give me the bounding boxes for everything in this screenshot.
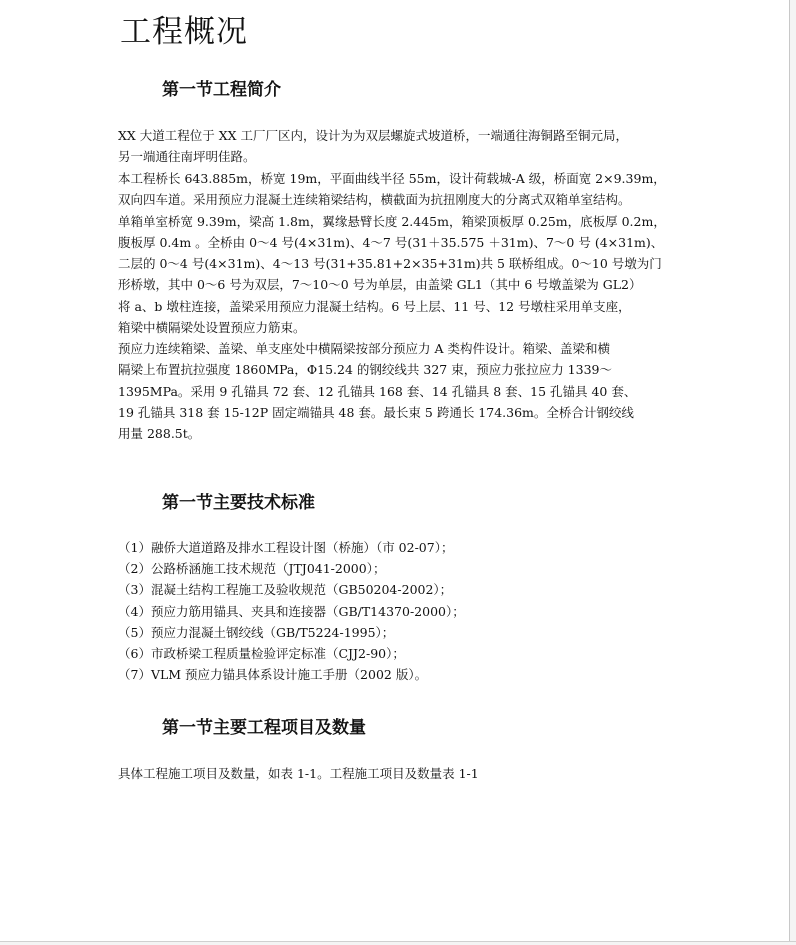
text-line: 腹板厚 0.4m 。全桥由 0～4 号(4×31m)、4～7 号(31＋35.575 ＋31m)、7～0 号 (4×31m)、 <box>118 234 664 250</box>
list-item: （4）预应力筋用锚具、夹具和连接器（GB/T14370-2000）； <box>118 603 465 619</box>
page-right-edge <box>789 0 796 945</box>
intro-paragraph-1 <box>118 125 676 168</box>
text-line: 具体工程施工项目及数量，如表 1-1。工程施工项目及数量表 1-1 <box>118 766 479 781</box>
text-line: 本工程桥长 643.885m，桥宽 19m，平面曲线半径 55m，设计荷载城-A 级，桥面宽 2×9.39m， <box>118 171 666 186</box>
document-title: 工程概况 <box>120 14 248 50</box>
text-line: XX 大道工程位于 XX 工厂厂区内，设计为为双层螺旋式坡道桥，一端通往海铜路至铜元局， <box>118 128 629 143</box>
text-line: 形桥墩，其中 0～6 号为双层，7～10～0 号为单层，由盖梁 GL1（其中 6 号墩盖梁为 GL2） <box>118 277 642 293</box>
quantities-paragraph <box>118 763 676 784</box>
text-line: 将 a、b 墩柱连接，盖梁采用预应力混凝土结构。6 号上层、11 号、12 号墩柱采用单支座， <box>118 298 631 314</box>
text-line: 箱梁中横隔梁处设置预应力筋束。 <box>118 320 306 336</box>
text-line: 二层的 0～4 号(4×31m)、4～13 号(31+35.81+2×35+31m)共 5 联桥组成。0～10 号墩为门 <box>118 256 662 272</box>
intro-paragraph-3 <box>118 338 676 444</box>
text-line: 预应力连续箱梁、盖梁、单支座处中横隔梁按部分预应力 A 类构件设计。箱梁、盖梁和横 <box>118 341 610 356</box>
text-line: 单箱单室桥宽 9.39m，梁高 1.8m，翼缘悬臂长度 2.445m，箱梁顶板厚 0.25m，底板厚 0.2m， <box>118 213 666 229</box>
text-line: 用量 288.5t。 <box>118 426 201 442</box>
list-item: （5）预应力混凝土钢绞线（GB/T5224-1995）； <box>118 624 395 640</box>
page-bottom-edge <box>0 941 796 945</box>
section-heading-intro: 第一节工程简介 <box>162 80 281 100</box>
list-item: （3）混凝土结构工程施工及验收规范（GB50204-2002）； <box>118 582 453 598</box>
section-heading-standards: 第一节主要技术标准 <box>162 493 315 513</box>
list-item: （2）公路桥涵施工技术规范（JTJ041-2000）； <box>118 561 386 577</box>
section-heading-quantities: 第一节主要工程项目及数量 <box>162 718 366 738</box>
list-item: （1）融侨大道道路及排水工程设计图（桥施）（市 02-07）； <box>118 540 454 555</box>
text-line: 19 孔锚具 318 套 15-12P 固定端锚具 48 套。最长束 5 跨通长 174.36m。全桥合计钢绞线 <box>118 404 634 420</box>
text-line: 1395MPa。采用 9 孔锚具 72 套、12 孔锚具 168 套、14 孔锚具 8 套、15 孔锚具 40 套、 <box>118 383 637 399</box>
text-line: 隔梁上布置抗拉强度 1860MPa，Φ15.24 的钢绞线共 327 束，预应力张拉应力 1339～ <box>118 362 612 378</box>
intro-paragraph-2 <box>118 168 676 338</box>
text-line: 另一端通往南坪明佳路。 <box>118 149 256 165</box>
standards-list <box>118 537 465 685</box>
list-item: （7）VLM 预应力锚具体系设计施工手册（2002 版）。 <box>118 667 428 683</box>
text-line: 双向四车道。采用预应力混凝土连续箱梁结构，横截面为抗扭刚度大的分离式双箱单室结构。 <box>118 192 631 208</box>
list-item: （6）市政桥梁工程质量检验评定标准（CJJ2-90）； <box>118 646 405 662</box>
